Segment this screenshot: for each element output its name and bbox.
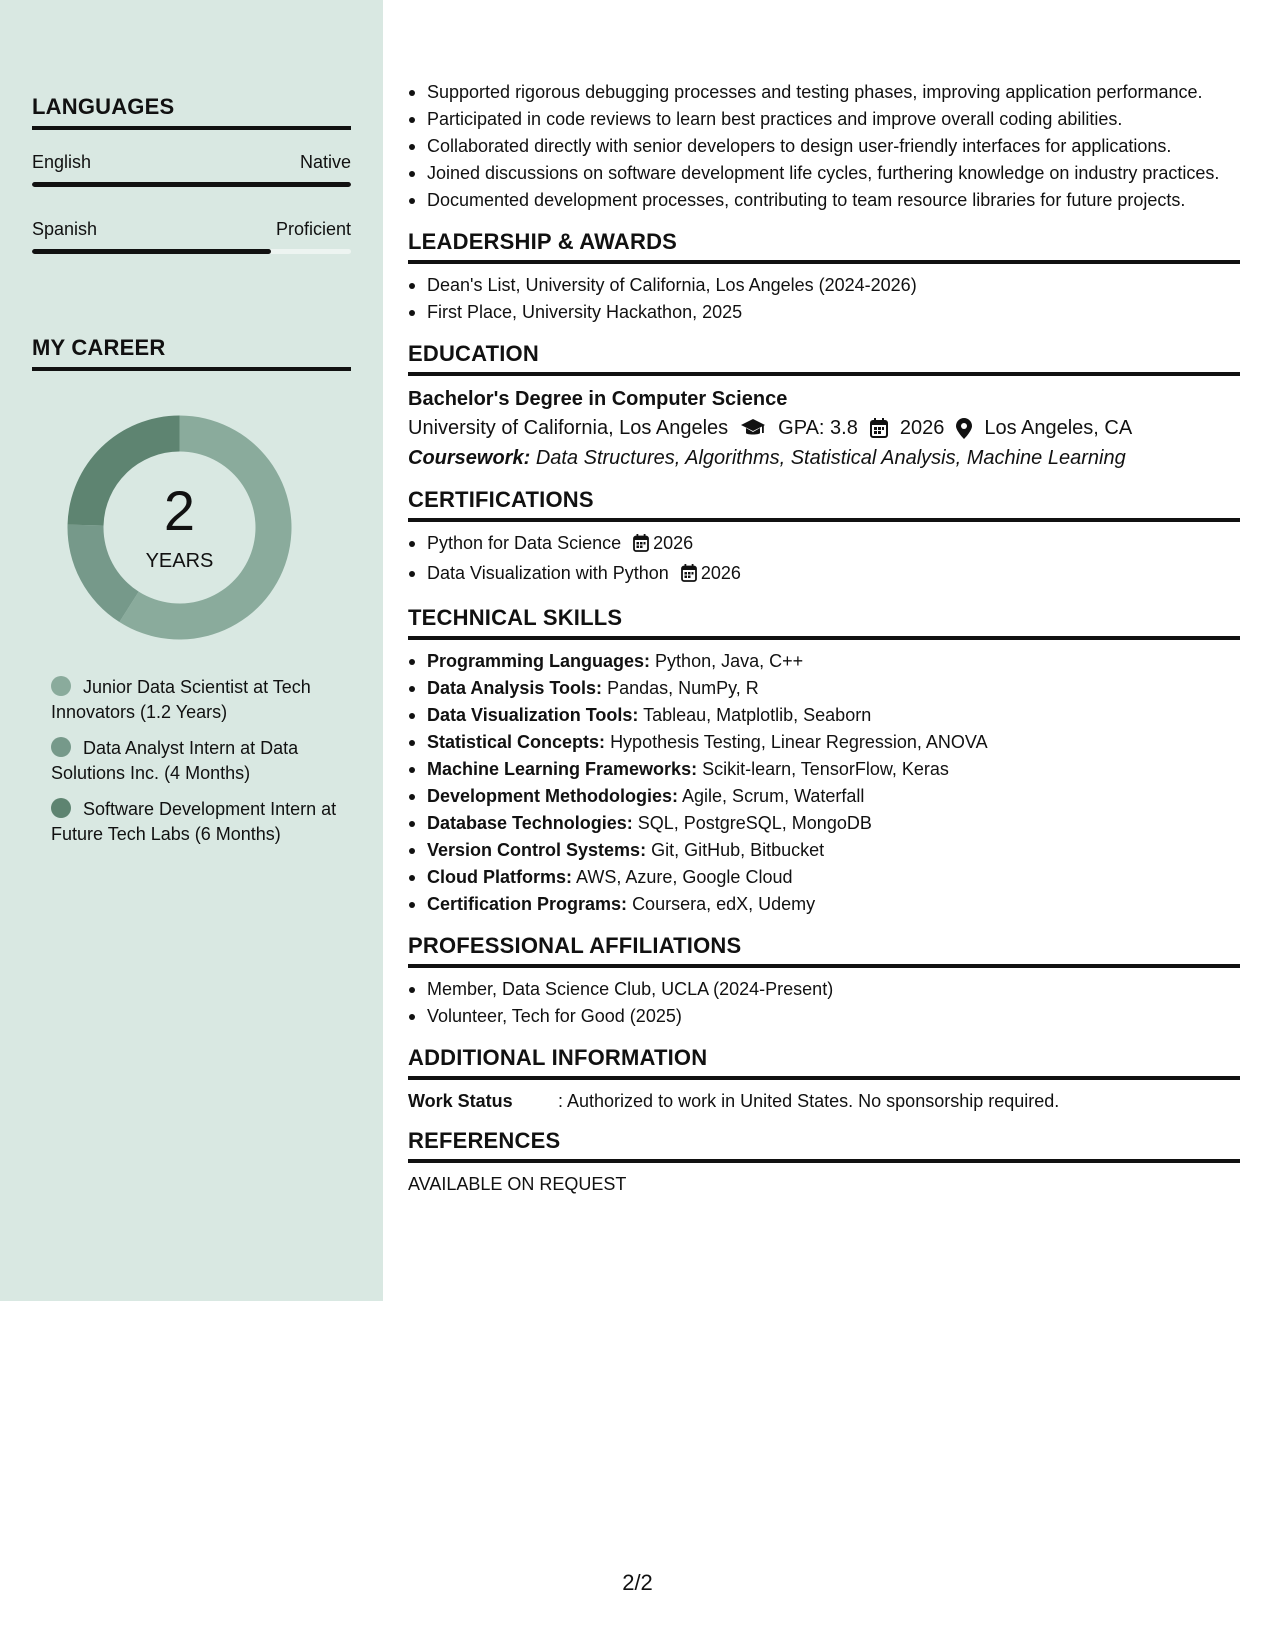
legend-dot (51, 798, 71, 818)
skill-label: Data Analysis Tools: (427, 678, 603, 698)
career-legend-label: Software Development Intern at Future Tech Labs (6 Months) (51, 799, 337, 844)
skill-value: Agile, Scrum, Waterfall (682, 786, 865, 806)
language-bar-english (32, 182, 351, 187)
skill-value: Coursera, edX, Udemy (632, 894, 816, 914)
career-legend-item (51, 797, 341, 847)
skill-value: Python, Java, C++ (655, 651, 804, 671)
cert-name: Data Visualization with Python (427, 563, 669, 583)
coursework-value: Data Structures, Algorithms, Statistical Analysis, Machine Learning (535, 447, 1126, 469)
skill-value: AWS, Azure, Google Cloud (576, 867, 793, 887)
list-item: Collaborated directly with senior developers to design user-friendly interfaces for applications. (408, 134, 1240, 159)
work-status-value: : Authorized to work in United States. No sponsorship required. (558, 1091, 1060, 1111)
list-item: Documented development processes, contributing to team resource libraries for future projects. (408, 188, 1240, 213)
career-total-unit: YEARS (145, 550, 214, 572)
skill-value: Hypothesis Testing, Linear Regression, ANOVA (610, 732, 988, 752)
list-item (408, 784, 1240, 809)
affiliations-heading: PROFESSIONAL AFFILIATIONS (408, 933, 1240, 968)
graduation-cap-icon (740, 418, 766, 438)
education-location: Los Angeles, CA (984, 417, 1133, 439)
cert-year: 2026 (700, 563, 741, 583)
language-row-spanish (32, 219, 351, 239)
main-content (408, 80, 1240, 1197)
sidebar (0, 0, 383, 1301)
map-pin-icon (956, 418, 972, 439)
language-bar-fill (32, 249, 271, 254)
language-level: Native (299, 152, 351, 172)
calendar-icon (681, 564, 697, 589)
coursework-label: Coursework: (408, 447, 531, 469)
skill-value: Pandas, NumPy, R (607, 678, 759, 698)
affiliations-list (408, 977, 1240, 1029)
language-bar-spanish (32, 249, 351, 254)
work-status-row (408, 1089, 1240, 1114)
education-heading: EDUCATION (408, 341, 1240, 376)
career-heading: MY CAREER (32, 335, 351, 371)
list-item: Joined discussions on software development life cycles, furthering knowledge on industry practices. (408, 161, 1240, 186)
list-item: Supported rigorous debugging processes and testing phases, improving application performance. (408, 80, 1240, 105)
skills-list (408, 649, 1240, 917)
skill-value: SQL, PostgreSQL, MongoDB (637, 813, 872, 833)
page-number: 2/2 (622, 1570, 653, 1595)
list-item: First Place, University Hackathon, 2025 (408, 300, 1240, 325)
education-degree: Bachelor's Degree in Computer Science (408, 388, 788, 410)
education-details (408, 413, 1240, 443)
language-name: English (32, 152, 92, 172)
languages-section (32, 94, 351, 254)
career-total-years: 2 (163, 479, 196, 542)
list-item (408, 676, 1240, 701)
education-coursework (408, 443, 1240, 474)
education-gpa: GPA: 3.8 (778, 417, 858, 439)
career-donut-chart (67, 415, 292, 640)
career-legend-item (51, 675, 341, 725)
languages-heading: LANGUAGES (32, 94, 351, 130)
cert-year: 2026 (653, 533, 694, 553)
references-heading: REFERENCES (408, 1128, 1240, 1163)
skill-value: Tableau, Matplotlib, Seaborn (643, 705, 872, 725)
additional-info-heading: ADDITIONAL INFORMATION (408, 1045, 1240, 1080)
career-section (32, 335, 351, 371)
donut-slice-2 (68, 525, 139, 622)
legend-dot (51, 676, 71, 696)
skill-label: Development Methodologies: (427, 786, 679, 806)
work-status-label: Work Status (408, 1091, 513, 1111)
legend-dot (51, 737, 71, 757)
list-item: Member, Data Science Club, UCLA (2024-Present) (408, 977, 1240, 1002)
certifications-list (408, 531, 1240, 589)
experience-bullets (408, 80, 1240, 213)
skill-label: Version Control Systems: (427, 840, 647, 860)
list-item: Dean's List, University of California, Los Angeles (2024-2026) (408, 273, 1240, 298)
references-text: AVAILABLE ON REQUEST (408, 1174, 627, 1194)
calendar-icon (633, 534, 649, 559)
skill-label: Cloud Platforms: (427, 867, 573, 887)
skill-label: Database Technologies: (427, 813, 633, 833)
language-bar-fill (32, 182, 351, 187)
skill-label: Data Visualization Tools: (427, 705, 639, 725)
list-item: Participated in code reviews to learn best practices and improve overall coding abilities. (408, 107, 1240, 132)
list-item (408, 892, 1240, 917)
list-item (408, 703, 1240, 728)
education-school: University of California, Los Angeles (408, 417, 729, 439)
list-item (408, 811, 1240, 836)
skill-value: Git, GitHub, Bitbucket (651, 840, 825, 860)
list-item: Volunteer, Tech for Good (2025) (408, 1004, 1240, 1029)
certifications-heading: CERTIFICATIONS (408, 487, 1240, 522)
skill-label: Machine Learning Frameworks: (427, 759, 698, 779)
list-item (408, 730, 1240, 755)
language-name: Spanish (32, 219, 98, 239)
list-item (408, 561, 1240, 589)
skill-label: Statistical Concepts: (427, 732, 606, 752)
list-item (408, 865, 1240, 890)
calendar-icon (870, 418, 888, 438)
leadership-heading: LEADERSHIP & AWARDS (408, 229, 1240, 264)
list-item (408, 531, 1240, 559)
language-level: Proficient (275, 219, 351, 239)
career-legend-label: Data Analyst Intern at Data Solutions Inc. (4 Months) (51, 738, 299, 783)
skill-label: Certification Programs: (427, 894, 628, 914)
career-legend-item (51, 736, 341, 786)
cert-name: Python for Data Science (427, 533, 622, 553)
skills-heading: TECHNICAL SKILLS (408, 605, 1240, 640)
list-item (408, 757, 1240, 782)
list-item (408, 649, 1240, 674)
education-year: 2026 (899, 417, 945, 439)
career-legend-label: Junior Data Scientist at Tech Innovators (1.2 Years) (51, 677, 311, 722)
language-row-english (32, 152, 351, 172)
leadership-list (408, 273, 1240, 325)
skill-value: Scikit-learn, TensorFlow, Keras (702, 759, 949, 779)
career-legend (51, 675, 341, 858)
list-item (408, 838, 1240, 863)
skill-label: Programming Languages: (427, 651, 651, 671)
